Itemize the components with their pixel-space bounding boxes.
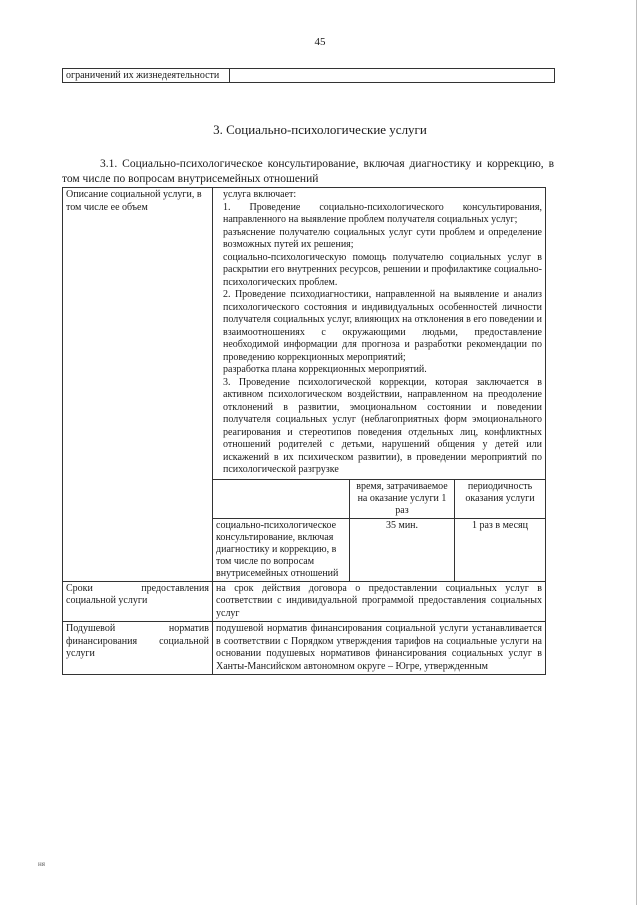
table-row bbox=[63, 581, 546, 622]
subsection-text: 3.1. Социально-психологическое консультирование, включая диагностику и коррекцию, в том числе по вопросам внутрисемейных отношений bbox=[62, 158, 554, 185]
row-label-description: Описание социальной услуги, в том числе ее объем bbox=[63, 188, 213, 582]
page-number: 45 bbox=[314, 36, 326, 48]
description-line: 2. Проведение психодиагностики, направленной на выявление и анализ психологического состояния и индивидуальных особенностей личности получателя социальных услуг, влияющих на отклонения в его поведении и взаимоотношениях с окружающими людьми, предоставление необходимой информации для прогноза и разработки рекомендации по проведению коррекционных мероприятий; bbox=[223, 289, 542, 363]
row-financing-cell: подушевой норматив финансирования социальной услуги устанавливается в соответствии с Порядком утверждения тарифов на социальные услуги на основании подушевых нормативов финансирования социальных услуг в Ханты-Мансийском автономном округе – Югре, утвержденным bbox=[213, 622, 546, 675]
description-block bbox=[213, 188, 545, 479]
inner-table bbox=[213, 479, 545, 581]
inner-header-time: время, затрачиваемое на оказание услуги 1 раз bbox=[350, 479, 455, 518]
inner-cell-service: социально-психологическое консультирование, включая диагностику и коррекцию, в том числе по вопросам внутрисемейных отношений bbox=[213, 518, 350, 581]
row-label-terms: Сроки предоставления социальной услуги bbox=[63, 581, 213, 622]
row-description-cell bbox=[213, 188, 546, 582]
row-terms-cell: на срок действия договора о предоставлении социальных услуг в соответствии с индивидуальной программой предоставления социальных услуг bbox=[213, 581, 546, 622]
subsection-heading bbox=[62, 157, 554, 187]
table-row bbox=[213, 479, 545, 518]
top-table-right-cell bbox=[230, 69, 555, 83]
bottom-left-mark: ня bbox=[38, 860, 45, 868]
inner-cell-frequency: 1 раз в месяц bbox=[455, 518, 546, 581]
top-table-left-cell: ограничений их жизнедеятельности bbox=[63, 69, 230, 83]
inner-header-frequency: периодичность оказания услуги bbox=[455, 479, 546, 518]
description-line: разработка плана коррекционных мероприятий. bbox=[223, 364, 427, 375]
description-line: 3. Проведение психологической коррекции, которая заключается в активном психологическом воздействии, направленном на преодоление отклонений в развитии, эмоциональном состоянии и поведении получателя социальных услуг (неблагоприятных форм эмоционального реагирования и стереотипов поведения отдельных лиц, конфликтных отношений родителей с детьми, нарушений общения у детей или искажений в их психическом развитии), в проведении мероприятий по психологической разгрузке bbox=[223, 376, 542, 475]
section-title: 3. Социально-психологические услуги bbox=[213, 122, 427, 137]
service-table bbox=[62, 187, 546, 675]
table-row bbox=[63, 69, 555, 83]
table-row bbox=[63, 622, 546, 675]
row-label-financing: Подушевой норматив финансирования социальной услуги bbox=[63, 622, 213, 675]
description-line: услуга включает: bbox=[223, 189, 297, 200]
inner-header-service bbox=[213, 479, 350, 518]
table-row bbox=[63, 188, 546, 582]
top-table bbox=[62, 68, 555, 83]
description-line: социально-психологическую помощь получателю социальных услуг в раскрытии его внутренних ресурсов, решении и профилактике социально-психологических проблем. bbox=[223, 251, 542, 288]
table-row bbox=[213, 518, 545, 581]
inner-cell-time: 35 мин. bbox=[350, 518, 455, 581]
description-line: разъяснение получателю социальных услуг сути проблем и определение возможных путей их решения; bbox=[223, 226, 542, 250]
description-line: 1. Проведение социально-психологического консультирования, направленного на выявление проблем получателя социальных услуг; bbox=[223, 201, 542, 225]
